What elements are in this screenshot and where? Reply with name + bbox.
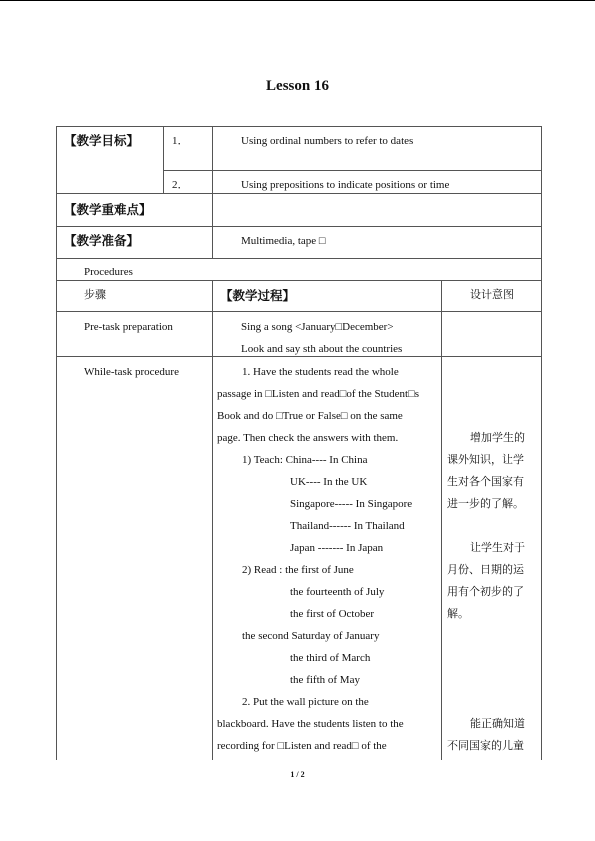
whiletask-line: Singapore----- In Singapore — [290, 498, 413, 510]
page-number: 1 / 2 — [290, 770, 305, 779]
whiletask-line: page. Then check the answers with them. — [217, 432, 399, 444]
whiletask-line: the third of March — [290, 652, 371, 664]
objective-2-number: 2． — [172, 179, 189, 191]
whiletask-line: the fourteenth of July — [290, 586, 385, 598]
whiletask-line: the first of October — [290, 608, 374, 620]
intent-3-line: 能正确知道 — [470, 717, 525, 730]
whiletask-line: 1. Have the students read the whole — [242, 366, 399, 378]
key-points-label: 【教学重难点】 — [64, 202, 152, 217]
whiletask-line: passage in □Listen and read□of the Student□s — [217, 388, 419, 400]
intent-1-line: 增加学生的 — [470, 431, 525, 444]
whiletask-line: Book and do □True or False□ on the same — [217, 410, 403, 422]
objectives-label: 【教学目标】 — [64, 133, 140, 148]
whiletask-line: UK---- In the UK — [290, 476, 368, 488]
objective-1-number: 1． — [172, 135, 189, 147]
page-title: Lesson 16 — [266, 78, 329, 94]
whiletask-line: Japan ------- In Japan — [290, 542, 384, 554]
whiletask-line: blackboard. Have the students listen to the — [217, 718, 404, 730]
whiletask-line: recording for □Listen and read□ of the — [217, 740, 387, 752]
whiletask-step-label: While-task procedure — [84, 366, 179, 378]
whiletask-line: the fifth of May — [290, 674, 360, 686]
whiletask-line: 2) Read : the first of June — [242, 564, 354, 576]
intent-2-line: 解。 — [447, 607, 469, 620]
pretask-step-label: Pre-task preparation — [84, 321, 173, 333]
intent-1-line: 进一步的了解。 — [447, 497, 524, 510]
whiletask-line: 2. Put the wall picture on the — [242, 696, 369, 708]
intent-header: 设计意图 — [470, 288, 514, 301]
procedures-label: Procedures — [84, 266, 133, 278]
intent-2-line: 月份、日期的运 — [447, 563, 524, 576]
pretask-line-1: Sing a song <January□December> — [241, 321, 394, 333]
preparation-value: Multimedia, tape □ — [241, 235, 326, 247]
preparation-label: 【教学准备】 — [64, 233, 140, 248]
intent-2-line: 让学生对于 — [470, 541, 525, 554]
whiletask-line: Thailand------ In Thailand — [290, 520, 405, 532]
intent-3-line: 不同国家的儿童 — [447, 739, 524, 752]
whiletask-line: 1) Teach: China---- In China — [242, 454, 368, 466]
pretask-line-2: Look and say sth about the countries — [241, 343, 403, 355]
intent-1-line: 生对各个国家有 — [447, 475, 524, 488]
whiletask-line: the second Saturday of January — [242, 630, 380, 642]
steps-header: 步骤 — [84, 288, 106, 301]
objective-1-text: Using ordinal numbers to refer to dates — [241, 135, 414, 147]
intent-1-line: 课外知识，让学 — [447, 453, 524, 466]
intent-2-line: 用有个初步的了 — [447, 585, 524, 598]
objective-2-text: Using prepositions to indicate positions or time — [241, 179, 450, 191]
process-header: 【教学过程】 — [220, 288, 296, 303]
